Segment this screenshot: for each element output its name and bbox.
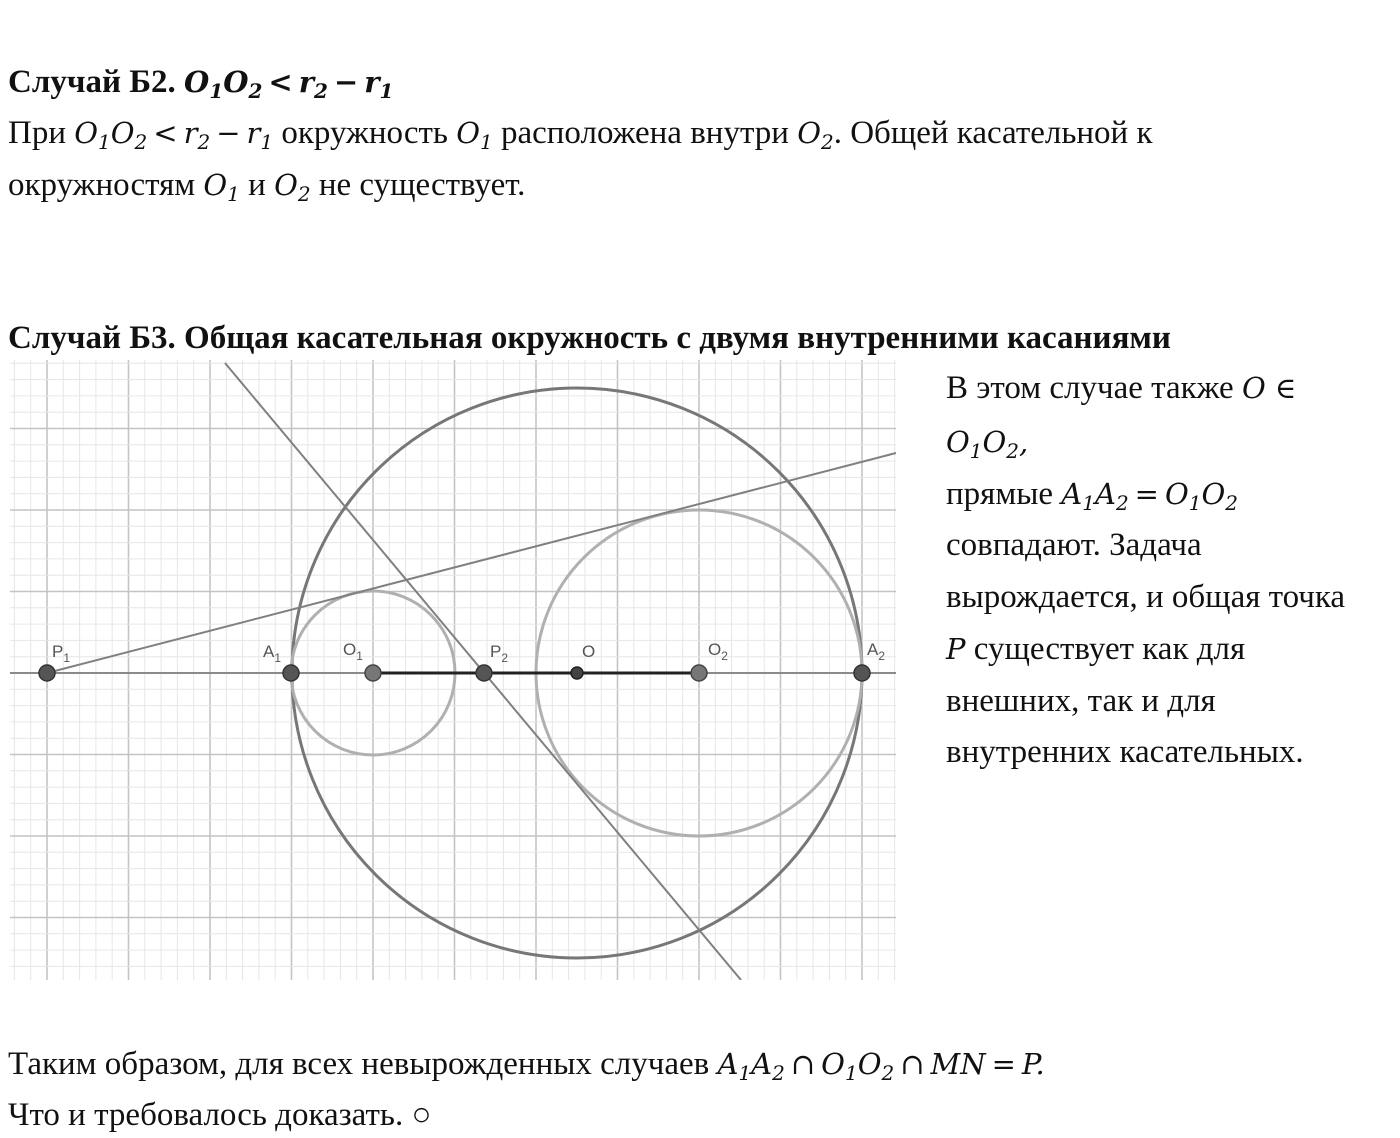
side-text-line-4: совпадают. Задача — [946, 527, 1202, 563]
case-b2-paragraph-line-1 — [8, 113, 1153, 153]
text-segment: прямые — [946, 476, 1054, 512]
text-segment: Таким образом, для всех невырожденных случаев — [8, 1046, 710, 1082]
text-segment: не существует. — [318, 167, 526, 203]
point-a2 — [854, 665, 870, 681]
formula-inline: $O_1$ — [456, 116, 493, 154]
label-p1: $P_1$ — [52, 642, 71, 665]
formula-inline: $O_1$ — [203, 168, 240, 206]
side-text-line-5: вырождается, и общая точка — [946, 579, 1346, 615]
side-text-line-7: внешних, так и для — [946, 683, 1216, 719]
point-p2 — [476, 665, 492, 681]
point-a1 — [283, 665, 299, 681]
conclusion-line-1 — [8, 1044, 1045, 1084]
text-segment: В этом случае также — [946, 370, 1234, 406]
label-p2: $P_2$ — [490, 642, 509, 665]
point-o — [571, 667, 583, 679]
point-o1 — [365, 665, 381, 681]
formula-inline: P — [946, 632, 966, 666]
text-segment: . Общей касательной к — [833, 115, 1153, 151]
text-segment: При — [8, 115, 66, 151]
conclusion-line-2: Что и требовалось доказать. ○ — [8, 1097, 432, 1133]
point-o2 — [691, 665, 707, 681]
text-segment: расположена внутри — [500, 115, 789, 151]
text-segment: и — [248, 167, 266, 203]
case-b3-heading: Случай Б3. Общая касательная окружность с двумя внутренними касаниями — [8, 320, 1171, 356]
side-text-line-1 — [946, 368, 1296, 408]
formula-inline: $O_1O_2 < r_2 - r_1$ — [74, 116, 274, 154]
formula-inline: $A_1A_2 = O_1O_2$ — [1061, 477, 1239, 515]
geometry-figure — [10, 360, 896, 980]
formula-inline: $A_1A_2$ ∩ $O_1O_2$ ∩ MN = P. — [717, 1047, 1045, 1085]
label-a1: $A_1$ — [263, 642, 282, 665]
label-a2: $A_2$ — [867, 640, 886, 663]
formula-inline: O ∈ — [1241, 371, 1297, 405]
formula-inline: $O_2$ — [797, 116, 834, 154]
formula-inline: $O_1O_2$, — [946, 425, 1029, 463]
label-o1: $O_1$ — [343, 640, 363, 663]
formula-inline: $O_2$ — [274, 168, 311, 206]
case-b2-formula: $O_1O_2 < r_2 - r_1$ — [184, 65, 394, 103]
label-o2: $O_2$ — [708, 640, 728, 663]
label-o: O — [582, 642, 596, 661]
side-text-line-2 — [946, 422, 1028, 462]
text-segment: окружностям — [8, 167, 196, 203]
side-text-line-6 — [946, 629, 1245, 669]
text-segment: окружность — [281, 115, 448, 151]
case-b2-heading — [8, 62, 393, 102]
text-segment: существует как для — [973, 631, 1246, 667]
side-text-line-8: внутренних касательных. — [946, 734, 1304, 770]
case-b2-heading-text: Случай Б2. — [8, 64, 176, 100]
point-p1 — [39, 665, 55, 681]
side-text-line-3 — [946, 474, 1238, 514]
case-b2-paragraph-line-2 — [8, 165, 525, 205]
